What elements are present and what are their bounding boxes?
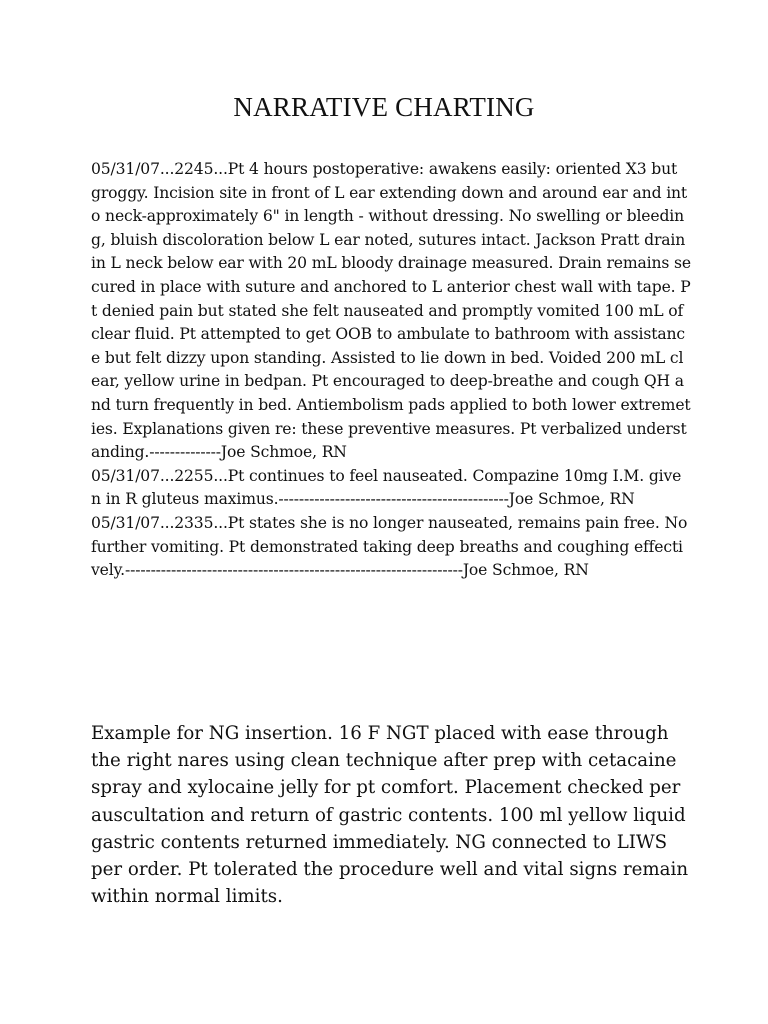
chart-entry-2255: 05/31/07...2255...Pt continues to feel nauseated. Compazine 10mg I.M. given in R gluteus maximus.---------------------------------------------Joe Schmoe, RN: [91, 466, 682, 509]
narrative-notes: [91, 158, 691, 583]
chart-entry-2245: 05/31/07...2245...Pt 4 hours postoperative: awakens easily: oriented X3 but groggy. Incision site in front of L ear extending down and around ear and into neck-approximately 6" in length - without dressing. No swelling or bleeding, bluish discoloration below L ear noted, sutures intact. Jackson Pratt drain in L neck below ear with 20 mL bloody drainage measured. Drain remains secured in place with suture and anchored to L anterior chest wall with tape. Pt denied pain but stated she felt nauseated and promptly vomited 100 mL of clear fluid. Pt attempted to get OOB to ambulate to bathroom with assistance but felt dizzy upon standing. Assisted to lie down in bed. Voided 200 mL clear, yellow urine in bedpan. Pt encouraged to deep-breathe and cough QH and turn frequently in bed. Antiembolism pads applied to both lower extremeties. Explanations given re: these preventive measures. Pt verbalized understanding.--------------Joe Schmoe, RN: [91, 160, 691, 462]
page-title: NARRATIVE CHARTING: [233, 92, 535, 122]
chart-entry-2335: 05/31/07...2335...Pt states she is no longer nauseated, remains pain free. No further vomiting. Pt demonstrated taking deep breaths and coughing effectively.------------------------------------------------------------------Joe Schmoe, RN: [91, 513, 688, 580]
ng-insertion-example: Example for NG insertion. 16 F NGT placed with ease through the right nares using clean technique after prep with cetacaine spray and xylocaine jelly for pt comfort. Placement checked per auscultation and return of gastric contents. 100 ml yellow liquid gastric contents returned immediately. NG connected to LIWS per order. Pt tolerated the procedure well and vital signs remain within normal limits.: [91, 723, 689, 908]
